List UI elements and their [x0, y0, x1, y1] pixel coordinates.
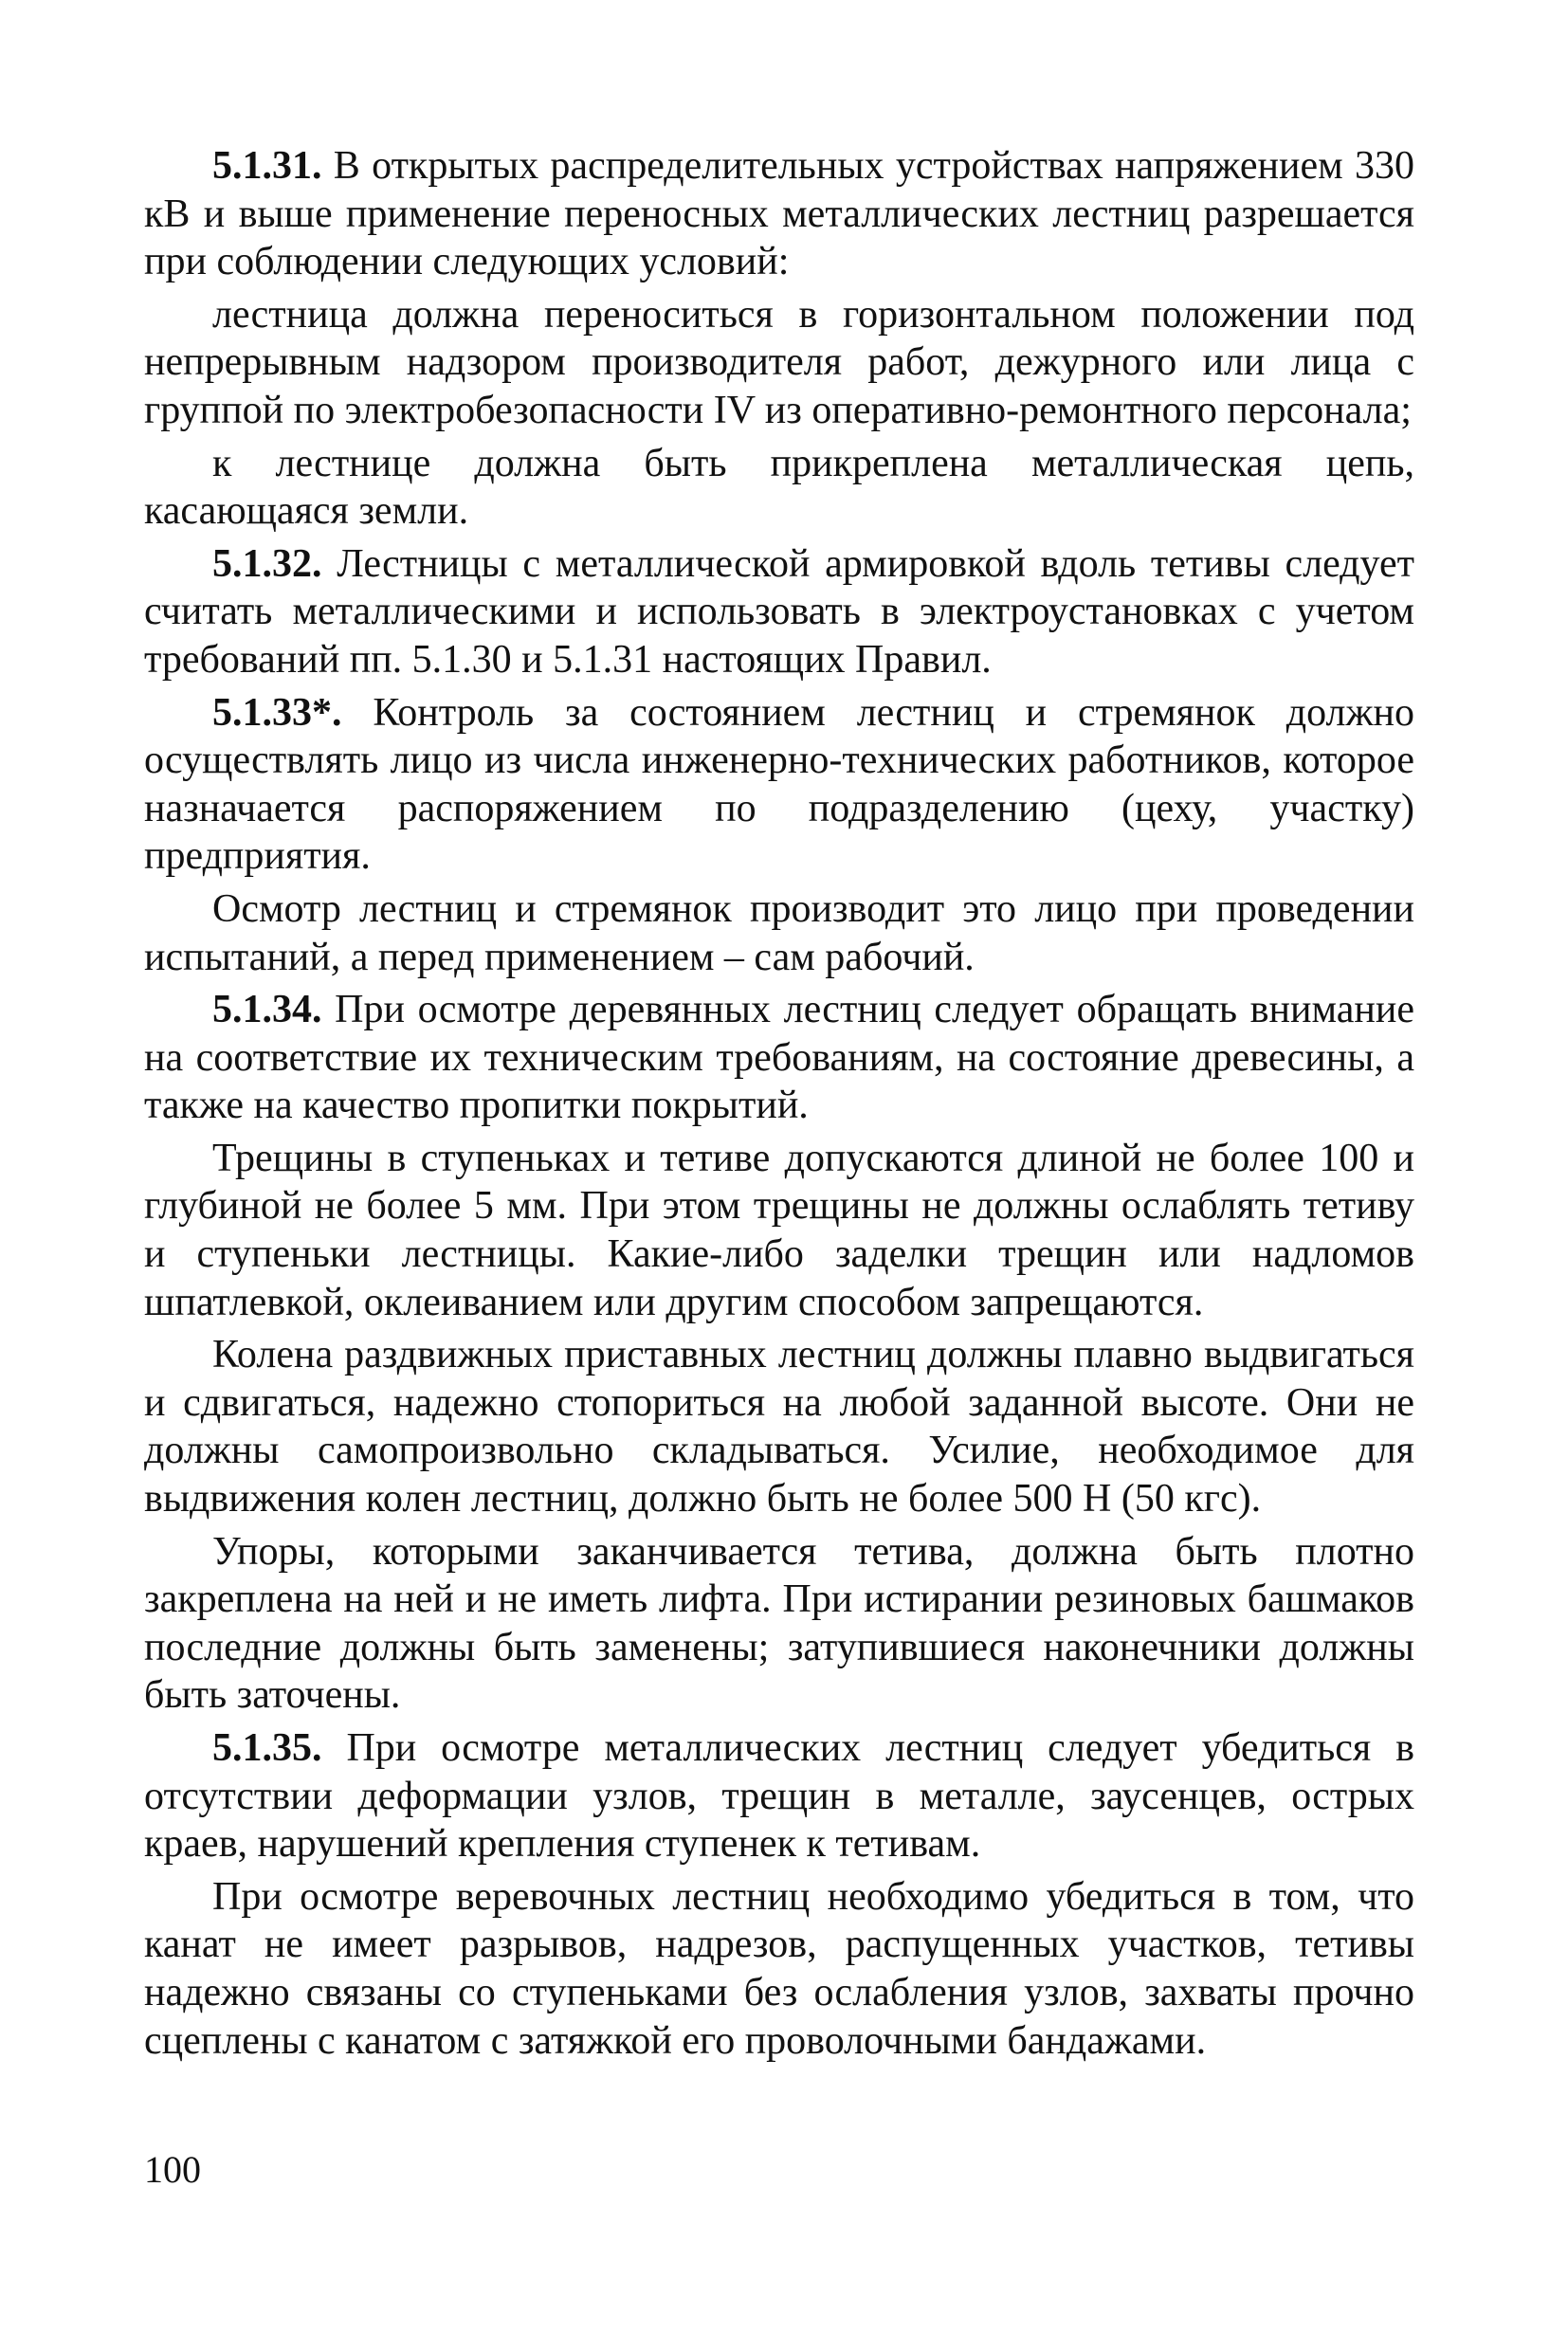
paragraph-text: В открытых распределительных устройствах напряжением 330 кВ и выше применение переносных металлических лестниц разрешается при соблюдении следующих условий:: [144, 144, 1414, 284]
paragraph-5-1-35: [144, 1724, 1414, 1868]
paragraph-inspection: [144, 885, 1414, 981]
clause-number: 5.1.33*.: [212, 690, 342, 735]
paragraph-text: к лестнице должна быть прикреплена металлическая цепь, касающаяся земли.: [144, 441, 1414, 534]
paragraph-text: Осмотр лестниц и стремянок производит это лицо при проведении испытаний, а перед применением – сам рабочий.: [144, 886, 1414, 979]
paragraph-text: Трещины в ступеньках и тетиве допускаются длиной не более 100 и глубиной не более 5 мм. При этом трещины не должны ослаблять тетиву и ступеньки лестницы. Какие-либо заделки трещин или надломов шпатлевкой, оклеиванием или другим способом запрещаются.: [144, 1136, 1414, 1324]
paragraph-text: Лестницы с металлической армировкой вдоль тетивы следует считать металлическими и использовать в электроустановках с учетом требований пп. 5.1.30 и 5.1.31 настоящих Правил.: [144, 541, 1414, 682]
paragraph-rope-ladders: [144, 1873, 1414, 2065]
clause-number: 5.1.32.: [212, 541, 322, 586]
paragraph-5-1-31: [144, 142, 1414, 286]
clause-number: 5.1.35.: [212, 1726, 322, 1770]
paragraph-text: лестница должна переноситься в горизонтальном положении под непрерывным надзором производителя работ, дежурного или лица с группой по электробезопасности IV из оперативно-ремонтного персонала;: [144, 292, 1414, 432]
paragraph-text: Упоры, которыми заканчивается тетива, должна быть плотно закреплена на ней и не иметь лифта. При истирании резиновых башмаков последние должны быть заменены; затупившиеся наконечники должны быть заточены.: [144, 1529, 1414, 1718]
paragraph-condition-2: [144, 440, 1414, 536]
paragraph-condition-1: [144, 291, 1414, 435]
paragraph-text: При осмотре деревянных лестниц следует обращать внимание на соответствие их техническим требованиям, на состояние древесины, а также на качество пропитки покрытий.: [144, 988, 1414, 1128]
paragraph-5-1-34: [144, 986, 1414, 1130]
body-text: [144, 142, 1414, 2069]
paragraph-stops: [144, 1528, 1414, 1720]
paragraph-5-1-32: [144, 540, 1414, 684]
clause-number: 5.1.31.: [212, 144, 322, 188]
paragraph-text: Контроль за состоянием лестниц и стремянок должно осуществлять лицо из числа инженерно-технических работников, которое назначается распоряжением по подразделению (цеху, участку) предприятия.: [144, 690, 1414, 879]
page-number: 100: [144, 2148, 201, 2191]
clause-number: 5.1.34.: [212, 988, 322, 1032]
paragraph-5-1-33: [144, 689, 1414, 881]
paragraph-cracks: [144, 1135, 1414, 1326]
paragraph-text: При осмотре веревочных лестниц необходимо убедиться в том, что канат не имеет разрывов, надрезов, распущенных участков, тетивы надежно связаны со ступеньками без ослабления узлов, захваты прочно сцеплены с канатом с затяжкой его проволочными бандажами.: [144, 1874, 1414, 2063]
paragraph-extension-sections: [144, 1331, 1414, 1522]
paragraph-text: Колена раздвижных приставных лестниц должны плавно выдвигаться и сдвигаться, надежно стопориться на любой заданной высоте. Они не должны самопроизвольно складываться. Усилие, необходимое для выдвижения колен лестниц, должно быть не более 500 Н (50 кгс).: [144, 1333, 1414, 1522]
paragraph-text: При осмотре металлических лестниц следует убедиться в отсутствии деформации узлов, трещин в металле, заусенцев, острых краев, нарушений крепления ступенек к тетивам.: [144, 1726, 1414, 1867]
